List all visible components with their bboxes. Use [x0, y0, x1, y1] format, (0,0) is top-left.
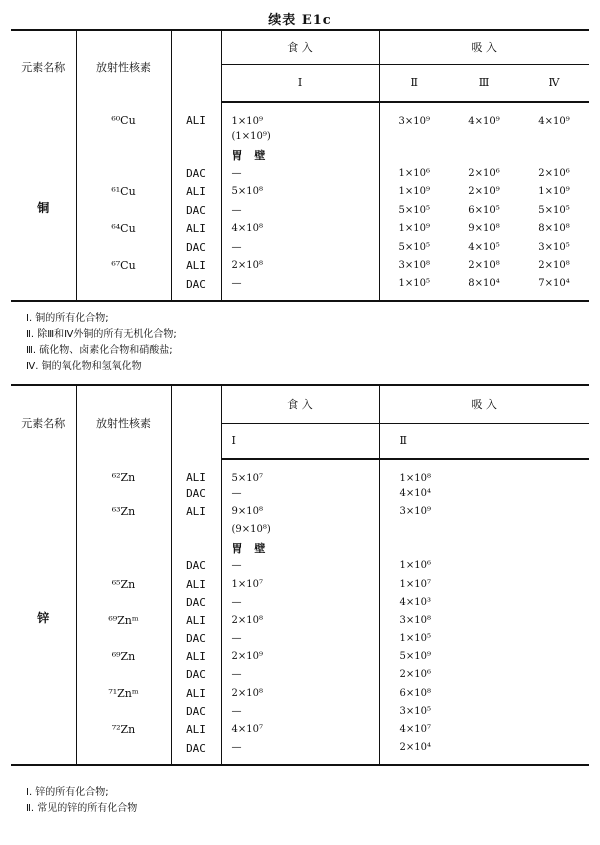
table-row [11, 257, 589, 276]
inhalation-value-cell [379, 520, 589, 538]
nuclide-cell [76, 484, 171, 502]
table-row [11, 739, 589, 765]
table-row [11, 502, 589, 520]
inhalation-value-cell: 2×10⁴ [379, 739, 589, 765]
inhalation-value-cell: 1×10⁶ [379, 164, 449, 183]
inhalation-value-cell: 3×10⁸ [379, 257, 449, 276]
ingestion-value-cell: 9×10⁸ [221, 502, 379, 520]
inhalation-value-cell: 4×10³ [379, 593, 589, 611]
inhalation-value-cell: 1×10⁵ [379, 630, 589, 648]
inhalation-value-cell: 3×10⁵ [379, 702, 589, 720]
limit-type-cell: DAC [171, 739, 221, 765]
ingestion-value-cell: — [221, 630, 379, 648]
inhalation-value-cell: 4×10⁴ [379, 484, 589, 502]
limit-type-cell [171, 520, 221, 538]
inhalation-value-cell [379, 127, 449, 146]
table-row [11, 702, 589, 720]
limit-type-cell: ALI [171, 183, 221, 202]
header-ingestion: 食 入 [221, 385, 379, 423]
inhalation-value-cell: 3×10⁹ [379, 102, 449, 127]
limit-type-cell: ALI [171, 575, 221, 593]
nuclide-cell [76, 146, 171, 165]
ingestion-value-cell: — [221, 201, 379, 220]
table-row [11, 102, 589, 127]
nuclide-cell: ⁶⁵Zn [76, 575, 171, 593]
ingestion-value-cell: — [221, 702, 379, 720]
header-limit-blank [171, 385, 221, 459]
table-row [11, 164, 589, 183]
inhalation-value-cell: 7×10⁴ [519, 275, 589, 301]
nuclide-cell [76, 739, 171, 765]
table-row [11, 201, 589, 220]
inhalation-value-cell: 2×10⁹ [468, 186, 500, 198]
inhalation-value-cell: 1×10⁶ [379, 557, 589, 575]
stomach-wall-label: 胃 壁 [221, 146, 379, 165]
header-inhalation: 吸 入 [379, 30, 589, 64]
header-inh-class: Ⅲ [449, 64, 519, 102]
note-line: Ⅲ. 硫化物、卤素化合物和硝酸盐; [26, 345, 173, 356]
limit-type-cell: DAC [171, 275, 221, 301]
zinc-limits-table [11, 384, 589, 766]
nuclide-cell: ⁶³Zn [76, 502, 171, 520]
limit-type-cell: ALI [171, 102, 221, 127]
inhalation-value-cell: 3×10⁹ [379, 502, 589, 520]
table-row [11, 127, 589, 146]
table-row [11, 575, 589, 593]
ingestion-value-cell: — [221, 164, 379, 183]
ingestion-value-cell: 1×10⁷ [221, 575, 379, 593]
nuclide-cell [76, 557, 171, 575]
header-ing-class: Ⅰ [221, 64, 379, 102]
header-nuclide: 放射性核素 [76, 385, 171, 459]
header-element: 元素名称 [11, 385, 76, 459]
element-name-cell: 铜 [11, 102, 76, 301]
note-line: Ⅱ. 常见的锌的所有化合物 [26, 803, 138, 814]
nuclide-cell: ⁶⁹Znᵐ [76, 611, 171, 629]
limit-type-cell: DAC [171, 164, 221, 183]
header-nuclide: 放射性核素 [76, 30, 171, 102]
inhalation-value-cell: 2×10⁶ [468, 167, 500, 179]
header-limit-blank [171, 30, 221, 102]
note-line: Ⅳ. 铜的氧化物和氢氧化物 [26, 361, 142, 372]
table-row [11, 593, 589, 611]
limit-type-cell: DAC [171, 666, 221, 684]
nuclide-cell: ⁶⁰Cu [76, 102, 171, 127]
nuclide-cell: ⁶⁴Cu [76, 220, 171, 239]
inhalation-value-cell: 5×10⁵ [538, 204, 570, 216]
header-ingestion: 食 入 [221, 30, 379, 64]
nuclide-cell [76, 702, 171, 720]
inhalation-value-cell [449, 127, 519, 146]
inhalation-value-cell: 1×10⁸ [379, 459, 589, 484]
inhalation-value-cell: 2×10⁸ [538, 260, 570, 272]
inhalation-value-cell [519, 146, 589, 165]
ingestion-value-cell: 1×10⁹ [221, 102, 379, 127]
table-row [11, 238, 589, 257]
inhalation-value-cell: 4×10⁹ [468, 115, 500, 127]
inhalation-value-cell: 3×10⁵ [538, 241, 570, 253]
ingestion-value-cell: (1×10⁹) [221, 127, 379, 146]
inhalation-value-cell: 8×10⁴ [449, 275, 519, 301]
table-row [11, 183, 589, 202]
note-line: Ⅰ. 锌的所有化合物; [26, 787, 109, 798]
inhalation-value-cell: 1×10⁹ [379, 220, 449, 239]
ingestion-value-cell: 5×10⁷ [221, 459, 379, 484]
nuclide-cell: ⁷¹Znᵐ [76, 684, 171, 702]
limit-type-cell: ALI [171, 220, 221, 239]
table-row [11, 720, 589, 738]
header-inh-class: Ⅱ [379, 423, 589, 459]
ingestion-value-cell: 2×10⁸ [221, 684, 379, 702]
nuclide-cell [76, 275, 171, 301]
limit-type-cell: ALI [171, 257, 221, 276]
table-row [11, 539, 589, 557]
ingestion-value-cell: — [221, 484, 379, 502]
inhalation-value-cell: 5×10⁵ [379, 238, 449, 257]
limit-type-cell [171, 127, 221, 146]
ingestion-value-cell: (9×10⁸) [221, 520, 379, 538]
nuclide-cell: ⁶⁷Cu [76, 257, 171, 276]
ingestion-value-cell: — [221, 275, 379, 301]
inhalation-value-cell: 6×10⁸ [379, 684, 589, 702]
copper-notes [26, 311, 177, 375]
table-row [11, 146, 589, 165]
element-name-cell: 锌 [11, 459, 76, 765]
inhalation-value-cell: 1×10⁹ [538, 186, 570, 198]
stomach-wall-label: 胃 壁 [221, 539, 379, 557]
nuclide-cell [76, 127, 171, 146]
inhalation-value-cell: 4×10⁹ [538, 115, 570, 127]
inhalation-value-cell [519, 127, 589, 146]
table-row [11, 557, 589, 575]
limit-type-cell: DAC [171, 484, 221, 502]
note-line: Ⅰ. 铜的所有化合物; [26, 313, 109, 324]
inhalation-value-cell: 2×10⁸ [468, 260, 500, 272]
table-row [11, 611, 589, 629]
nuclide-cell [76, 593, 171, 611]
ingestion-value-cell: 4×10⁸ [221, 220, 379, 239]
inhalation-value-cell: 9×10⁸ [468, 223, 500, 235]
nuclide-cell: ⁶¹Cu [76, 183, 171, 202]
limit-type-cell: DAC [171, 702, 221, 720]
inhalation-value-cell: 5×10⁹ [379, 648, 589, 666]
limit-type-cell [171, 146, 221, 165]
nuclide-cell: ⁶²Zn [76, 459, 171, 484]
ingestion-value-cell: 2×10⁸ [221, 611, 379, 629]
header-ing-class: Ⅰ [221, 423, 379, 459]
inhalation-value-cell: 8×10⁸ [538, 223, 570, 235]
inhalation-value-cell: 2×10⁶ [379, 666, 589, 684]
ingestion-value-cell: — [221, 666, 379, 684]
inhalation-value-cell: 6×10⁵ [468, 204, 500, 216]
table-row [11, 666, 589, 684]
nuclide-cell [76, 630, 171, 648]
limit-type-cell: DAC [171, 238, 221, 257]
limit-type-cell: ALI [171, 502, 221, 520]
inhalation-value-cell: 2×10⁶ [538, 167, 570, 179]
limit-type-cell: DAC [171, 557, 221, 575]
inhalation-value-cell [379, 539, 589, 557]
inhalation-value-cell: 4×10⁷ [379, 720, 589, 738]
limit-type-cell: ALI [171, 459, 221, 484]
inhalation-value-cell: 1×10⁹ [379, 183, 449, 202]
ingestion-value-cell: 5×10⁸ [221, 183, 379, 202]
limit-type-cell [171, 539, 221, 557]
inhalation-value-cell: 1×10⁵ [379, 275, 449, 301]
inhalation-value-cell: 5×10⁵ [379, 201, 449, 220]
nuclide-cell: ⁶⁹Zn [76, 648, 171, 666]
table-row [11, 459, 589, 484]
limit-type-cell: ALI [171, 648, 221, 666]
nuclide-cell [76, 520, 171, 538]
header-element: 元素名称 [11, 30, 76, 102]
limit-type-cell: ALI [171, 684, 221, 702]
limit-type-cell: DAC [171, 201, 221, 220]
table-row [11, 648, 589, 666]
ingestion-value-cell: — [221, 238, 379, 257]
limit-type-cell: ALI [171, 611, 221, 629]
ingestion-value-cell: 4×10⁷ [221, 720, 379, 738]
nuclide-cell [76, 164, 171, 183]
limit-type-cell: ALI [171, 720, 221, 738]
table-row [11, 275, 589, 301]
ingestion-value-cell: 2×10⁸ [221, 257, 379, 276]
inhalation-value-cell: 1×10⁷ [379, 575, 589, 593]
ingestion-value-cell: — [221, 593, 379, 611]
inhalation-value-cell: 4×10⁵ [468, 241, 500, 253]
table-row [11, 220, 589, 239]
nuclide-cell [76, 666, 171, 684]
nuclide-cell [76, 201, 171, 220]
inhalation-value-cell [449, 146, 519, 165]
limit-type-cell: DAC [171, 630, 221, 648]
note-line: Ⅱ. 除Ⅲ和Ⅳ外铜的所有无机化合物; [26, 329, 177, 340]
table-title: 续表 E1c [268, 13, 332, 28]
table-row [11, 684, 589, 702]
ingestion-value-cell: 2×10⁹ [221, 648, 379, 666]
nuclide-cell: ⁷²Zn [76, 720, 171, 738]
table-row [11, 520, 589, 538]
zinc-notes [26, 785, 137, 817]
header-inhalation: 吸 入 [379, 385, 589, 423]
inhalation-value-cell: 3×10⁸ [379, 611, 589, 629]
copper-limits-table [11, 29, 589, 302]
ingestion-value-cell: — [221, 557, 379, 575]
nuclide-cell [76, 539, 171, 557]
nuclide-cell [76, 238, 171, 257]
limit-type-cell: DAC [171, 593, 221, 611]
table-row [11, 630, 589, 648]
ingestion-value-cell: — [221, 739, 379, 765]
table-row [11, 484, 589, 502]
header-inh-class: Ⅱ [379, 64, 449, 102]
header-inh-class: Ⅳ [519, 64, 589, 102]
inhalation-value-cell [379, 146, 449, 165]
